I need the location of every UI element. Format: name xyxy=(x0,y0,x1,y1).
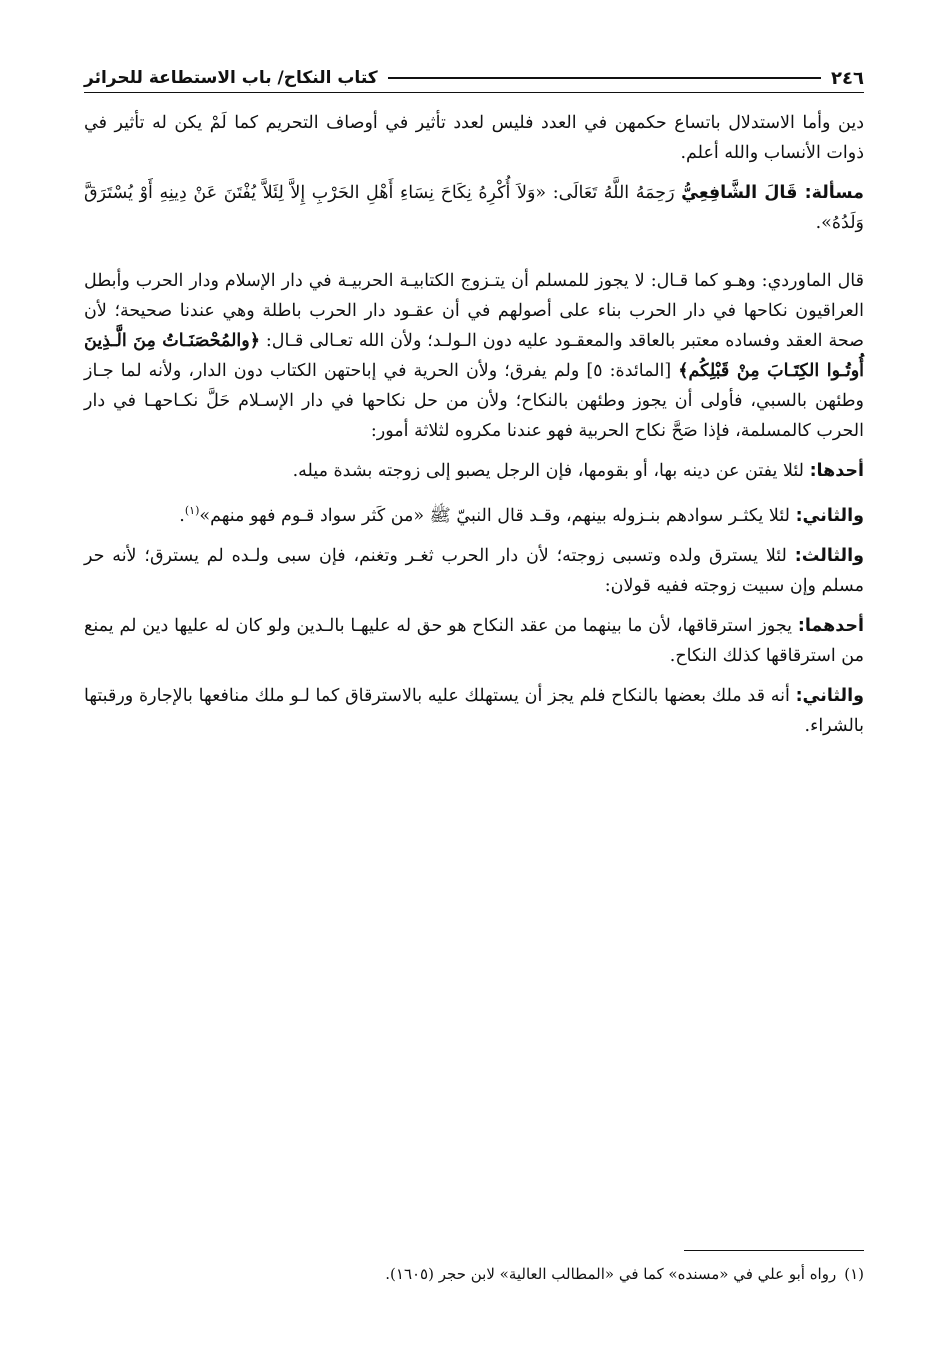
paragraph-1 xyxy=(84,108,864,168)
footnote-divider xyxy=(684,1250,864,1251)
first-opinion-text: يجوز استرقاقها، لأن ما بينهما من عقد النكاح هو حق له عليهـا بالـدين ولو كان له عليها دين لم يمنع من استرقاقها كذلك النكاح. xyxy=(84,615,864,666)
paragraph-1-text: دين وأما الاستدلال باتساع حكمهن في العدد فليس لعدد تأثير في أوصاف التحريم كما لَمْ يكن له تأثير في ذوات الأنساب والله أعلم. xyxy=(84,113,864,163)
paragraph-third-reason xyxy=(84,541,864,601)
second-reason-end: . xyxy=(179,505,185,526)
paragraph-first-opinion xyxy=(84,611,864,671)
running-header xyxy=(84,64,864,93)
mawardi-text-a: قال الماوردي: وهـو كما قـال: لا يجوز للمسلم أن يتـزوج الكتابيـة الحربيـة في دار الإسلام ودار الحرب وأبطل العراقيون نكاحها في دار الحرب بناء على أصولهم في أن عقـود دار الحرب باطلة وهي عندنا صحيحة؛ لأن صحة العقد وفساده معتبر بالعاقد والمعقـود عليه دون الـولـد؛ ولأن الله تعـالى قـال: xyxy=(84,271,864,351)
second-opinion-text: أنه قد ملك بعضها بالنكاح فلم يجز أن يستهلك عليه بالاسترقاق كما لـو ملك منافعها بالإجارة ورقبتها بالشراء. xyxy=(84,685,864,736)
header-rule xyxy=(388,77,821,79)
footnote-text: رواه أبو علي في «مسنده» كما في «المطالب العالية» لابن حجر (١٦٠٥). xyxy=(385,1265,837,1283)
quran-verse: ﴿والمُحْصَنَـاتُ مِنَ الَّـذِينَ أُوتُـوا الكِتَـابَ مِنْ قَبْلِكُم﴾ xyxy=(84,331,865,381)
footnote-reference: (١) xyxy=(184,504,200,517)
footnote-number: (١) xyxy=(844,1265,864,1283)
paragraph-spacer xyxy=(84,248,864,266)
mawardi-text-b: [المائدة: ٥] ولم يفرق؛ ولأن الحرية في إباحتهن الكتاب دون الدار، ولأنه لما جـاز وطئهن بالسبي، فأولى أن يجوز وطئهن بالنكاح؛ ولأن من حل نكاحها في دار الإسـلام حَلَّ نكـاحهـا في دار الحرب كالمسلمة، فإذا صَحَّ نكاح الحربية فهو عندنا مكروه لثلاثة أمور: xyxy=(84,361,864,441)
first-opinion-lead: أحدهما: xyxy=(797,615,864,636)
paragraph-second-opinion xyxy=(84,681,864,741)
paragraph-mawardi xyxy=(84,266,864,446)
paragraph-first-reason xyxy=(84,456,864,486)
paragraph-masala xyxy=(84,178,864,238)
second-opinion-lead: والثاني: xyxy=(795,685,864,706)
paragraph-second-reason xyxy=(84,496,864,531)
third-reason-lead: والثالث: xyxy=(794,545,864,566)
footnote xyxy=(84,1262,864,1286)
masala-quote: رَحِمَهُ اللَّهُ تَعَالَى: «وَلاَ أُكْرِهُ نِكَاحَ نِسَاءِ أَهْلِ الحَرْبِ إِلاَّ لِئَلاَّ يُفْتَنَ عَنْ دِينِهِ أَوْ يُسْتَرَقَّ وَلَدُهُ». xyxy=(84,183,864,233)
page-number: ٢٤٦ xyxy=(831,67,864,89)
second-reason-lead: والثاني: xyxy=(795,505,864,526)
masala-lead: مسألة: قَالَ الشَّافِعِيُّ xyxy=(681,183,864,203)
second-reason-text: لئلا يكثـر سوادهم بنـزوله بينهم، وقـد قال النبيّ ﷺ «من كَثر سواد قـوم فهو منهم» xyxy=(199,505,796,526)
chapter-title: كتاب النكاح/ باب الاستطاعة للحرائر xyxy=(84,68,378,88)
first-reason-lead: أحدها: xyxy=(809,461,864,481)
main-text xyxy=(84,108,864,751)
third-reason-text: لئلا يسترق ولده وتسبى زوجته؛ لأن دار الحرب ثغـر وتغنم، فإن سبى ولـده لم يسترق؛ لأنه حر مسلم وإن سبيت زوجته ففيه قولان: xyxy=(84,545,864,596)
first-reason-text: لئلا يفتن عن دينه بها، أو بقومها، فإن الرجل يصبو إلى زوجته بشدة ميله. xyxy=(292,461,810,481)
